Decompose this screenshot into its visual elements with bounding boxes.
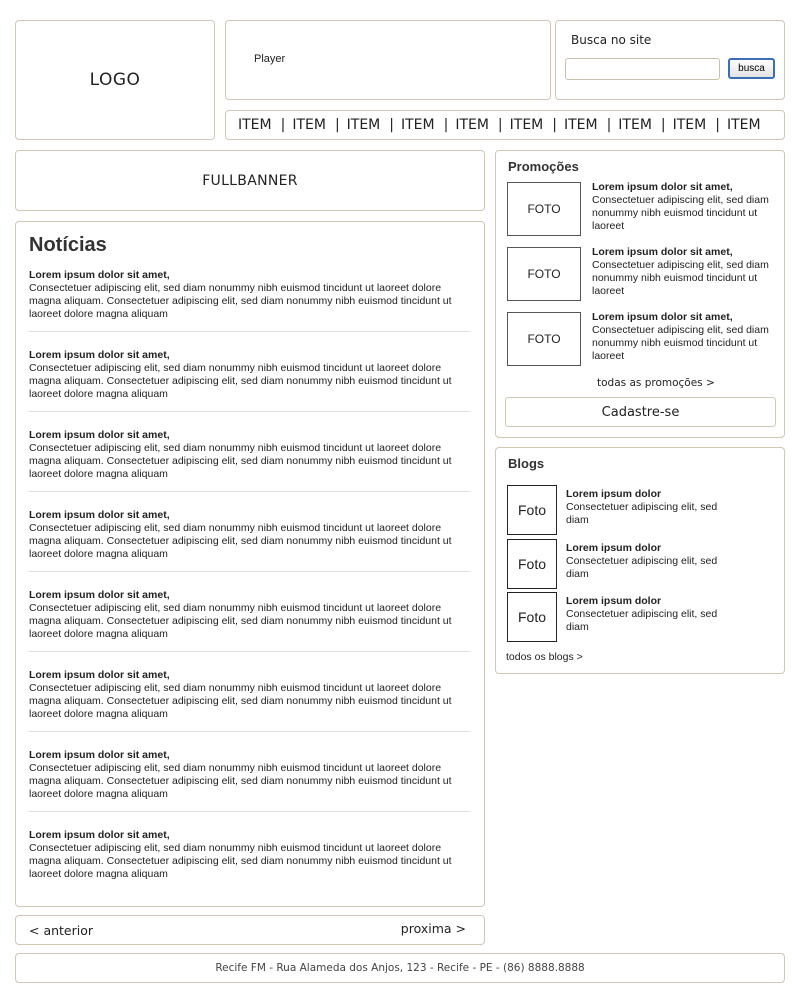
news-item-body: Consectetuer adipiscing elit, sed diam nonummy nibh euismod tincidunt ut laoreet dolore magna aliquam. Consectetuer adipiscing elit, sed diam nonummy nibh euismod tincidunt ut laoreet dolore magna aliquam bbox=[29, 442, 452, 480]
blog-text[interactable] bbox=[566, 488, 736, 527]
promo-photo-label: FOTO bbox=[527, 202, 561, 216]
news-item-title: Lorem ipsum dolor sit amet, bbox=[29, 749, 170, 761]
news-item-body: Consectetuer adipiscing elit, sed diam nonummy nibh euismod tincidunt ut laoreet dolore magna aliquam. Consectetuer adipiscing elit, sed diam nonummy nibh euismod tincidunt ut laoreet dolore magna aliquam bbox=[29, 762, 452, 800]
promo-photo[interactable] bbox=[507, 247, 581, 301]
news-item[interactable] bbox=[29, 669, 470, 721]
search-box bbox=[555, 20, 785, 100]
nav-separator: | bbox=[552, 117, 557, 133]
nav-item-3[interactable]: ITEM bbox=[346, 117, 381, 133]
news-item[interactable] bbox=[29, 349, 470, 401]
fullbanner-label: FULLBANNER bbox=[202, 172, 298, 189]
news-divider bbox=[29, 571, 470, 572]
news-item[interactable] bbox=[29, 829, 470, 881]
news-item[interactable] bbox=[29, 509, 470, 561]
nav-item-6[interactable]: ITEM bbox=[509, 117, 544, 133]
nav-separator: | bbox=[443, 117, 449, 133]
promo-photo[interactable] bbox=[507, 312, 581, 366]
news-item-title: Lorem ipsum dolor sit amet, bbox=[29, 269, 170, 281]
blog-photo[interactable] bbox=[507, 539, 557, 589]
fullbanner[interactable] bbox=[15, 150, 485, 211]
news-item-body: Consectetuer adipiscing elit, sed diam nonummy nibh euismod tincidunt ut laoreet dolore magna aliquam. Consectetuer adipiscing elit, sed diam nonummy nibh euismod tincidunt ut laoreet dolore magna aliquam bbox=[29, 602, 452, 640]
nav-item-2[interactable]: ITEM bbox=[292, 117, 326, 133]
blog-title: Lorem ipsum dolor bbox=[566, 542, 662, 554]
all-promotions-link[interactable]: todas as promoções > bbox=[597, 377, 715, 389]
news-divider bbox=[29, 331, 470, 332]
news-item-body: Consectetuer adipiscing elit, sed diam nonummy nibh euismod tincidunt ut laoreet dolore magna aliquam. Consectetuer adipiscing elit, sed diam nonummy nibh euismod tincidunt ut laoreet dolore magna aliquam bbox=[29, 682, 452, 720]
search-input[interactable] bbox=[565, 58, 720, 80]
promo-body: Consectetuer adipiscing elit, sed diam nonummy nibh euismod tincidunt ut laoreet bbox=[592, 259, 769, 297]
blogs-title: Blogs bbox=[508, 456, 545, 471]
news-divider bbox=[29, 811, 470, 812]
promo-photo-label: FOTO bbox=[527, 267, 561, 281]
next-page-link[interactable]: proxima > bbox=[400, 921, 466, 936]
news-item-title: Lorem ipsum dolor sit amet, bbox=[29, 429, 170, 441]
news-item-body: Consectetuer adipiscing elit, sed diam nonummy nibh euismod tincidunt ut laoreet dolore magna aliquam. Consectetuer adipiscing elit, sed diam nonummy nibh euismod tincidunt ut laoreet dolore magna aliquam bbox=[29, 282, 452, 320]
news-item-body: Consectetuer adipiscing elit, sed diam nonummy nibh euismod tincidunt ut laoreet dolore magna aliquam. Consectetuer adipiscing elit, sed diam nonummy nibh euismod tincidunt ut laoreet dolore magna aliquam bbox=[29, 362, 452, 400]
news-item[interactable] bbox=[29, 429, 470, 481]
nav-item-9[interactable]: ITEM bbox=[672, 117, 707, 133]
promotions-section bbox=[495, 150, 785, 438]
blog-title: Lorem ipsum dolor bbox=[566, 488, 662, 500]
blog-body: Consectetuer adipiscing elit, sed diam bbox=[566, 608, 718, 633]
news-item-title: Lorem ipsum dolor sit amet, bbox=[29, 669, 170, 681]
nav-separator: | bbox=[715, 117, 720, 133]
search-label: Busca no site bbox=[571, 33, 652, 47]
promo-text[interactable] bbox=[592, 246, 772, 298]
news-divider bbox=[29, 651, 470, 652]
promotions-title: Promoções bbox=[508, 159, 579, 174]
nav-separator: | bbox=[606, 117, 612, 133]
news-item[interactable] bbox=[29, 749, 470, 801]
news-section bbox=[15, 221, 485, 907]
news-divider bbox=[29, 491, 470, 492]
news-item-title: Lorem ipsum dolor sit amet, bbox=[29, 509, 170, 521]
news-title: Notícias bbox=[29, 234, 107, 256]
news-divider bbox=[29, 731, 470, 732]
footer bbox=[15, 953, 785, 983]
blog-photo-label: Foto bbox=[517, 556, 546, 572]
news-item-title: Lorem ipsum dolor sit amet, bbox=[29, 829, 170, 841]
news-item-title: Lorem ipsum dolor sit amet, bbox=[29, 349, 170, 361]
nav-separator: | bbox=[280, 117, 286, 133]
news-divider bbox=[29, 411, 470, 412]
signup-button[interactable] bbox=[505, 397, 776, 427]
promo-title: Lorem ipsum dolor sit amet, bbox=[592, 181, 733, 193]
promo-title: Lorem ipsum dolor sit amet, bbox=[592, 246, 733, 258]
nav-item-10[interactable]: ITEM bbox=[726, 117, 761, 133]
all-blogs-link[interactable]: todos os blogs > bbox=[506, 651, 583, 663]
promo-text[interactable] bbox=[592, 311, 772, 363]
blog-text[interactable] bbox=[566, 542, 736, 581]
signup-label: Cadastre-se bbox=[601, 404, 680, 420]
nav-item-5[interactable]: ITEM bbox=[455, 117, 489, 133]
promo-body: Consectetuer adipiscing elit, sed diam nonummy nibh euismod tincidunt ut laoreet bbox=[592, 194, 769, 232]
blog-text[interactable] bbox=[566, 595, 736, 634]
player[interactable] bbox=[225, 20, 551, 100]
blog-photo-label: Foto bbox=[517, 502, 546, 518]
nav-separator: | bbox=[497, 117, 503, 133]
nav-item-4[interactable]: ITEM bbox=[400, 117, 435, 133]
main-nav bbox=[225, 110, 785, 140]
nav-separator: | bbox=[334, 117, 340, 133]
promo-body: Consectetuer adipiscing elit, sed diam nonummy nibh euismod tincidunt ut laoreet bbox=[592, 324, 769, 362]
blog-photo[interactable] bbox=[507, 485, 557, 535]
news-item-body: Consectetuer adipiscing elit, sed diam nonummy nibh euismod tincidunt ut laoreet dolore magna aliquam. Consectetuer adipiscing elit, sed diam nonummy nibh euismod tincidunt ut laoreet dolore magna aliquam bbox=[29, 522, 452, 560]
blog-title: Lorem ipsum dolor bbox=[566, 595, 662, 607]
search-button[interactable]: busca bbox=[728, 58, 775, 79]
news-item[interactable] bbox=[29, 269, 470, 321]
blog-body: Consectetuer adipiscing elit, sed diam bbox=[566, 555, 718, 580]
promo-photo-label: FOTO bbox=[527, 332, 561, 346]
player-label: Player bbox=[254, 53, 286, 65]
news-item-title: Lorem ipsum dolor sit amet, bbox=[29, 589, 170, 601]
nav-separator: | bbox=[660, 117, 666, 133]
promo-text[interactable] bbox=[592, 181, 772, 233]
nav-item-8[interactable]: ITEM bbox=[618, 117, 652, 133]
promo-title: Lorem ipsum dolor sit amet, bbox=[592, 311, 733, 323]
site-logo[interactable] bbox=[15, 20, 215, 140]
blog-photo-label: Foto bbox=[517, 609, 546, 625]
blog-body: Consectetuer adipiscing elit, sed diam bbox=[566, 501, 718, 526]
footer-text: Recife FM - Rua Alameda dos Anjos, 123 - Recife - PE - (86) 8888.8888 bbox=[215, 962, 585, 974]
news-item-body: Consectetuer adipiscing elit, sed diam nonummy nibh euismod tincidunt ut laoreet dolore magna aliquam. Consectetuer adipiscing elit, sed diam nonummy nibh euismod tincidunt ut laoreet dolore magna aliquam bbox=[29, 842, 452, 880]
nav-item-7[interactable]: ITEM bbox=[563, 117, 598, 133]
blogs-section bbox=[495, 447, 785, 674]
nav-item-1[interactable]: ITEM bbox=[238, 117, 272, 133]
prev-page-link[interactable]: < anterior bbox=[29, 923, 94, 938]
nav-separator: | bbox=[389, 117, 394, 133]
blog-photo[interactable] bbox=[507, 592, 557, 642]
pagination bbox=[15, 915, 485, 945]
logo-text: LOGO bbox=[89, 70, 141, 90]
promo-photo[interactable] bbox=[507, 182, 581, 236]
news-item[interactable] bbox=[29, 589, 470, 641]
